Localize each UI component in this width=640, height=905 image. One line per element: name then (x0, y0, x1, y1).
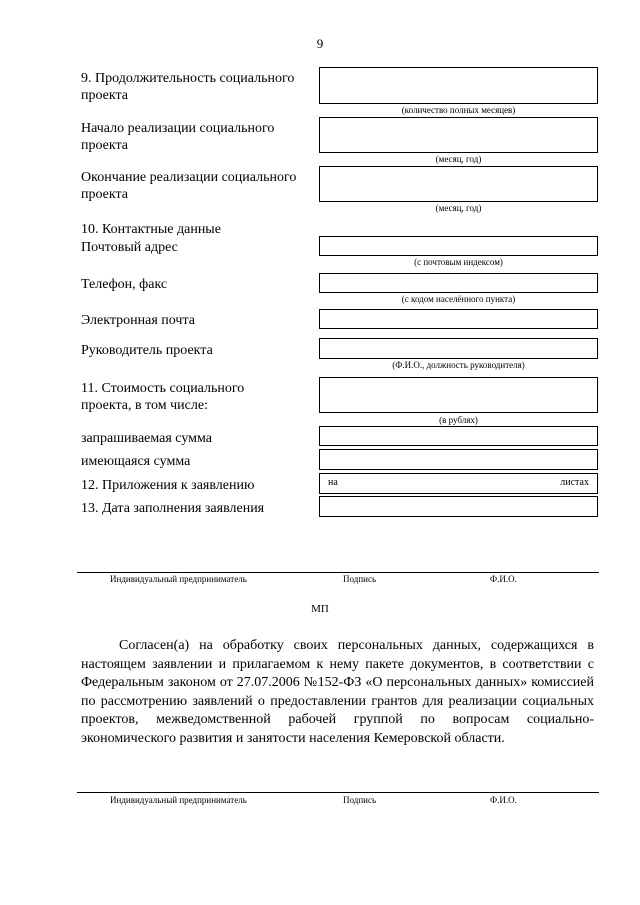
attachments-field[interactable] (319, 473, 598, 494)
available-label: имеющаяся сумма (81, 454, 191, 469)
start-field[interactable] (319, 117, 598, 153)
requested-field[interactable] (319, 426, 598, 446)
postal-field[interactable] (319, 236, 598, 256)
end-label: Окончание реализации социального проекта (81, 170, 297, 202)
manager-field[interactable] (319, 338, 598, 359)
signature-2-name: Ф.И.О. (490, 795, 517, 805)
end-field[interactable] (319, 166, 598, 202)
attachments-label: 12. Приложения к заявлению (81, 478, 255, 493)
attachments-suffix: листах (560, 477, 589, 488)
duration-field[interactable] (319, 67, 598, 104)
available-field[interactable] (319, 449, 598, 470)
end-hint: (месяц, год) (435, 203, 482, 213)
duration-hint: (количество полных месяцев) (401, 105, 516, 115)
page-number: 9 (316, 36, 324, 51)
signature-1-signature: Подпись (343, 574, 377, 584)
attachments-prefix: на (328, 477, 338, 488)
postal-label: Почтовый адрес (81, 240, 178, 255)
signature-2-signature: Подпись (343, 795, 377, 805)
start-label: Начало реализации социального проекта (81, 121, 275, 153)
date-label: 13. Дата заполнения заявления (81, 501, 265, 516)
signature-line-2[interactable] (77, 792, 599, 793)
cost-label: 11. Стоимость социального проекта, в том числе: (81, 381, 245, 413)
signature-1-name: Ф.И.О. (490, 574, 517, 584)
cost-hint: (в рублях) (439, 415, 478, 425)
cost-field[interactable] (319, 377, 598, 413)
manager-hint: (Ф.И.О., должность руководителя) (392, 360, 525, 370)
email-label: Электронная почта (81, 313, 195, 328)
consent-paragraph: Согласен(а) на обработку своих персональных данных, содержащихся в настоящем заявлении и прилагаемом к нему пакете документов, в соответствии с Федеральным законом от 27.07.2006 №152-ФЗ «О персональных данных» комиссией по рассмотрению заявлений о предоставлении грантов для реализации социальных проектов, межведомственной рабочей группой по вопросам социально-экономического развития и занятости населения Кемеровской области. (81, 638, 594, 746)
requested-label: запрашиваемая сумма (81, 431, 212, 446)
stamp-placeholder: МП (311, 603, 329, 615)
duration-label: 9. Продолжительность социального проекта (81, 71, 295, 103)
manager-label: Руководитель проекта (81, 343, 213, 358)
signature-line-1[interactable] (77, 572, 599, 573)
signature-2-role: Индивидуальный предприниматель (110, 795, 247, 805)
email-field[interactable] (319, 309, 598, 329)
phone-hint: (с кодом населённого пункта) (401, 294, 516, 304)
signature-1-role: Индивидуальный предприниматель (110, 574, 247, 584)
contacts-heading: 10. Контактные данные (81, 222, 221, 237)
phone-label: Телефон, факс (81, 277, 168, 292)
postal-hint: (с почтовым индексом) (414, 257, 503, 267)
date-field[interactable] (319, 496, 598, 517)
start-hint: (месяц, год) (435, 154, 482, 164)
phone-field[interactable] (319, 273, 598, 293)
